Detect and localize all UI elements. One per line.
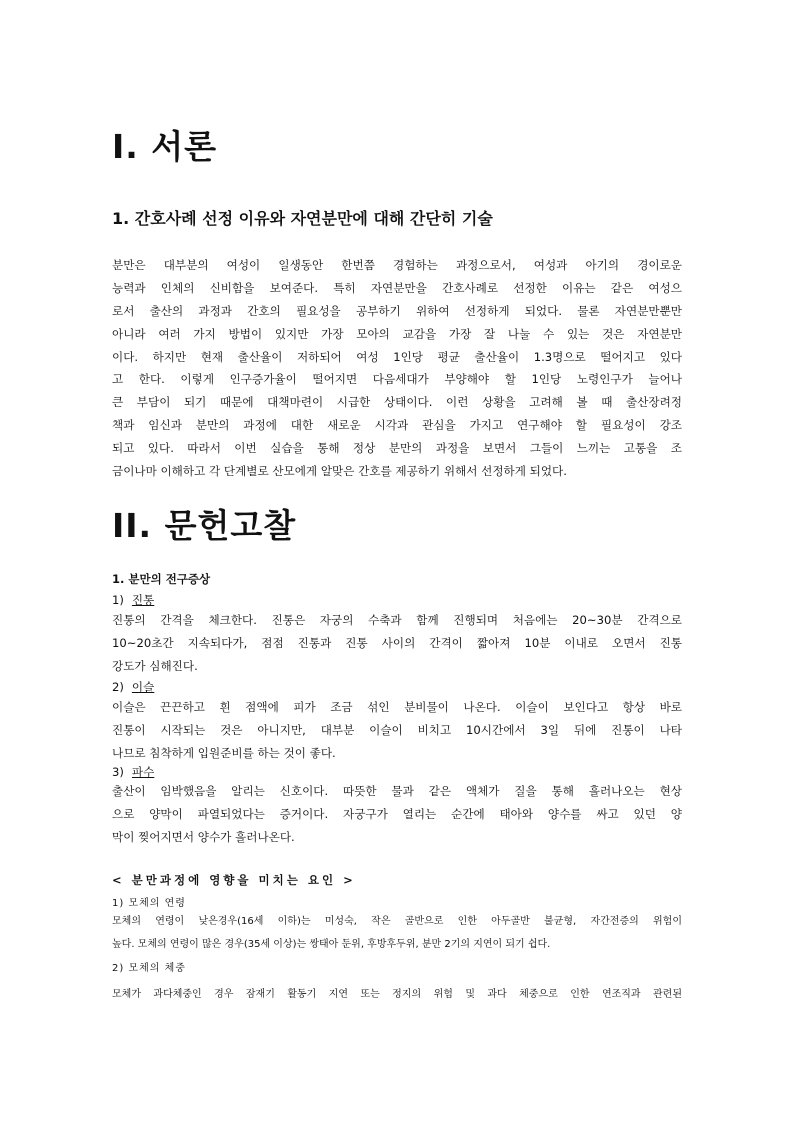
factor-heading: 2) 모체의 체중 [112,963,186,974]
symptom-term: 진통 [131,593,155,607]
intro-line: 분만은 대부분의 여성이 일생동안 한번쯤 경험하는 과정으로서, 여성과 아기의 경이로운 [112,258,682,272]
symptom-line: 출산이 임박했음을 알리는 신호이다. 따뜻한 물과 같은 액체가 질을 통해 흘러나오는 현상 [112,784,682,798]
intro-line: 로서 출산의 과정과 간호의 필요성을 공부하기 위하여 선정하게 되었다. 물론 자연분만뿐만 [112,303,682,318]
symptom-line: 10~20초간 지속되다가, 점점 진통과 진통 사이의 간격이 짧아져 10분 이내로 오면서 진통 [112,635,682,650]
symptom-paragraph [112,780,682,849]
intro-subtitle: 1. 간호사례 선정 이유와 자연분만에 대해 간단히 기술 [112,209,493,228]
intro-line: 능력과 인체의 신비함을 보여준다. 특히 자연분만을 간호사례로 선정한 이유는 같은 여성으 [112,280,682,295]
factors-title: < 분만과정에 영향을 미치는 요인 > [112,873,356,887]
intro-paragraph [112,254,682,483]
symptom-heading [112,595,154,607]
document-page [112,0,682,1123]
factor-line: 모체의 연령이 낮은경우(16세 이하)는 미성숙, 작은 골반으로 인한 아두골반 불균형, 자간전증의 위험이 [112,916,682,927]
intro-line: 금이나마 이해하고 각 단계별로 산모에게 알맞은 간호를 제공하기 위해서 선정하게 되었다. [112,464,567,479]
factor-heading: 1) 모체의 연령 [112,898,186,909]
factor-paragraph [112,983,682,1006]
intro-line: 큰 부담이 되기 때문에 대책마련이 시급한 상태이다. 이런 상황을 고려해 볼 때 출산장려정 [112,395,682,410]
symptom-line: 진통이 시작되는 것은 아니지만, 대부분 이슬이 비치고 10시간에서 3일 뒤에 진통이 나타 [112,722,682,737]
symptom-line: 막이 찢어지면서 양수가 흘러나온다. [112,829,295,844]
symptom-line: 나므로 침착하게 입원준비를 하는 것이 좋다. [112,745,336,760]
intro-line: 고 한다. 이렇게 인구증가율이 떨어지면 다음세대가 부양해야 할 1인당 노령인구가 늘어나 [112,372,682,387]
factor-line: 높다. 모체의 연령이 많은 경우(35세 이상)는 쌍태아 둔위, 후방후두위, 분만 2기의 지연이 되기 쉽다. [112,939,551,950]
intro-line: 되고 있다. 따라서 이번 실습을 통해 정상 분만의 과정을 보면서 그들이 느끼는 고통을 조 [112,441,682,456]
symptom-heading [112,767,154,779]
factor-paragraph [112,910,682,956]
symptom-paragraph [112,609,682,678]
symptom-line: 이슬은 끈끈하고 흰 점액에 피가 조금 섞인 분비물이 나온다. 이슬이 보인다고 항상 바로 [112,700,682,714]
intro-title: I. 서론 [112,127,218,166]
symptom-line: 진통의 간격을 체크한다. 진통은 자궁의 수축과 함께 진행되며 처음에는 20~30분 간격으로 [112,613,682,627]
symptom-heading [112,682,154,694]
symptom-term: 이슬 [131,680,155,694]
factor-line: 모체가 과다체중인 경우 잠재기 활동기 지연 또는 정지의 위험 및 과다 체중으로 인한 연조직과 관련된 [112,989,682,1000]
symptom-number: 3) [112,765,124,779]
symptom-line: 으로 양막이 파열되었다는 증거이다. 자궁구가 열리는 순간에 태아와 양수를 싸고 있던 양 [112,806,682,821]
symptom-number: 2) [112,680,124,694]
intro-line: 이다. 하지만 현재 출산율이 저하되어 여성 1인당 평균 출산율이 1.3명으로 떨어지고 있다 [112,349,682,364]
section-heading: 1. 분만의 전구증상 [112,572,211,586]
intro-line: 책과 임신과 분만의 과정에 대한 새로운 시각과 관심을 가지고 연구해야 할 필요성이 강조 [112,418,682,433]
symptom-number: 1) [112,593,124,607]
review-title: II. 문헌고찰 [112,506,297,545]
symptom-line: 강도가 심해진다. [112,658,198,673]
symptom-paragraph [112,696,682,765]
intro-line: 아니라 여러 가지 방법이 있지만 가장 모아의 교감을 가장 잘 나눌 수 있는 것은 자연분만 [112,326,682,341]
symptom-term: 파수 [131,765,155,779]
